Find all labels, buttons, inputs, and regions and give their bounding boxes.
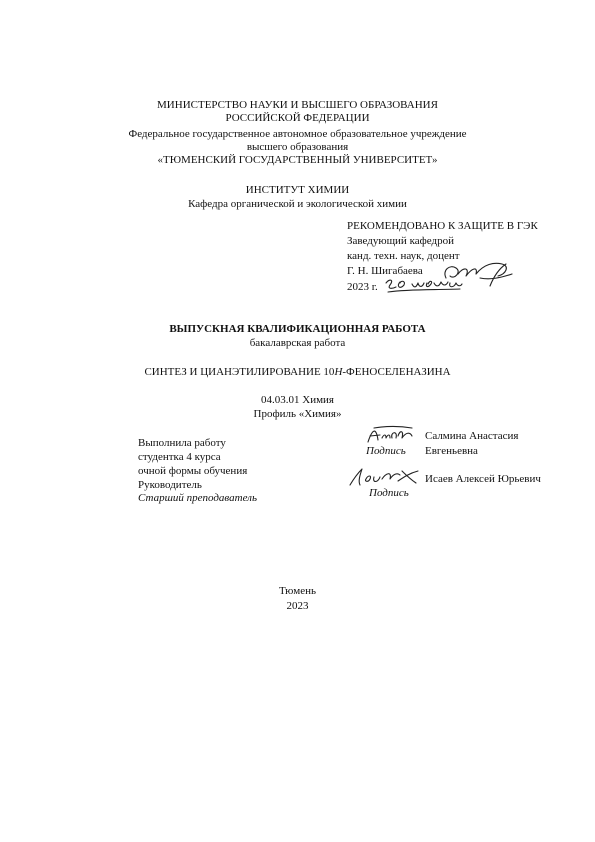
approval-heading: РЕКОМЕНДОВАНО К ЗАЩИТЕ В ГЭК: [347, 220, 538, 232]
specialty-profile: Профиль «Химия»: [253, 408, 342, 420]
approval-degree: канд. техн. наук, доцент: [347, 250, 460, 262]
thesis-title: [0, 366, 595, 379]
student-name-line-1: Салмина Анастасия: [425, 430, 519, 442]
thesis-type: ВЫПУСКНАЯ КВАЛИФИКАЦИОННАЯ РАБОТА: [169, 323, 426, 335]
thesis-title-end: -ФЕНОСЕЛЕНАЗИНА: [342, 366, 451, 378]
student-line-2: студентка 4 курса: [138, 451, 221, 463]
student-name-line-2: Евгеньевна: [425, 445, 478, 457]
approval-position: Заведующий кафедрой: [347, 235, 454, 247]
supervisor-signature: [346, 465, 422, 489]
thesis-level: бакалаврская работа: [249, 337, 346, 349]
supervisor-position: Старший преподаватель: [138, 492, 257, 504]
student-line-3: очной формы обучения: [138, 465, 248, 477]
supervisor-signature-label: Подпись: [369, 487, 409, 499]
supervisor-name: Исаев Алексей Юрьевич: [425, 473, 541, 485]
student-signature: [364, 424, 416, 446]
footer-year: 2023: [286, 600, 309, 612]
specialty-code: 04.03.01 Химия: [261, 394, 334, 406]
head-of-department-signature: [440, 258, 520, 292]
institute-name: ИНСТИТУТ ХИМИИ: [245, 184, 350, 196]
institution-type-line-1: Федеральное государственное автономное образовательное учреждение: [128, 128, 467, 140]
ministry-line-1: МИНИСТЕРСТВО НАУКИ И ВЫСШЕГО ОБРАЗОВАНИЯ: [157, 99, 438, 111]
student-signature-label: Подпись: [366, 445, 406, 457]
thesis-title-start: СИНТЕЗ И ЦИАНЭТИЛИРОВАНИЕ 10: [144, 366, 335, 378]
university-name: «ТЮМЕНСКИЙ ГОСУДАРСТВЕННЫЙ УНИВЕРСИТЕТ»: [157, 154, 438, 166]
city: Тюмень: [279, 585, 316, 597]
department-name: Кафедра органической и экологической химии: [188, 198, 407, 210]
institution-type-line-2: высшего образования: [246, 141, 349, 153]
thesis-title-italic-letter: H: [334, 366, 343, 378]
approval-year: 2023 г.: [347, 281, 378, 293]
supervisor-role: Руководитель: [138, 479, 202, 491]
approval-name: Г. Н. Шигабаева: [347, 265, 423, 277]
student-line-1: Выполнила работу: [138, 437, 226, 449]
ministry-line-2: РОССИЙСКОЙ ФЕДЕРАЦИИ: [225, 112, 370, 124]
